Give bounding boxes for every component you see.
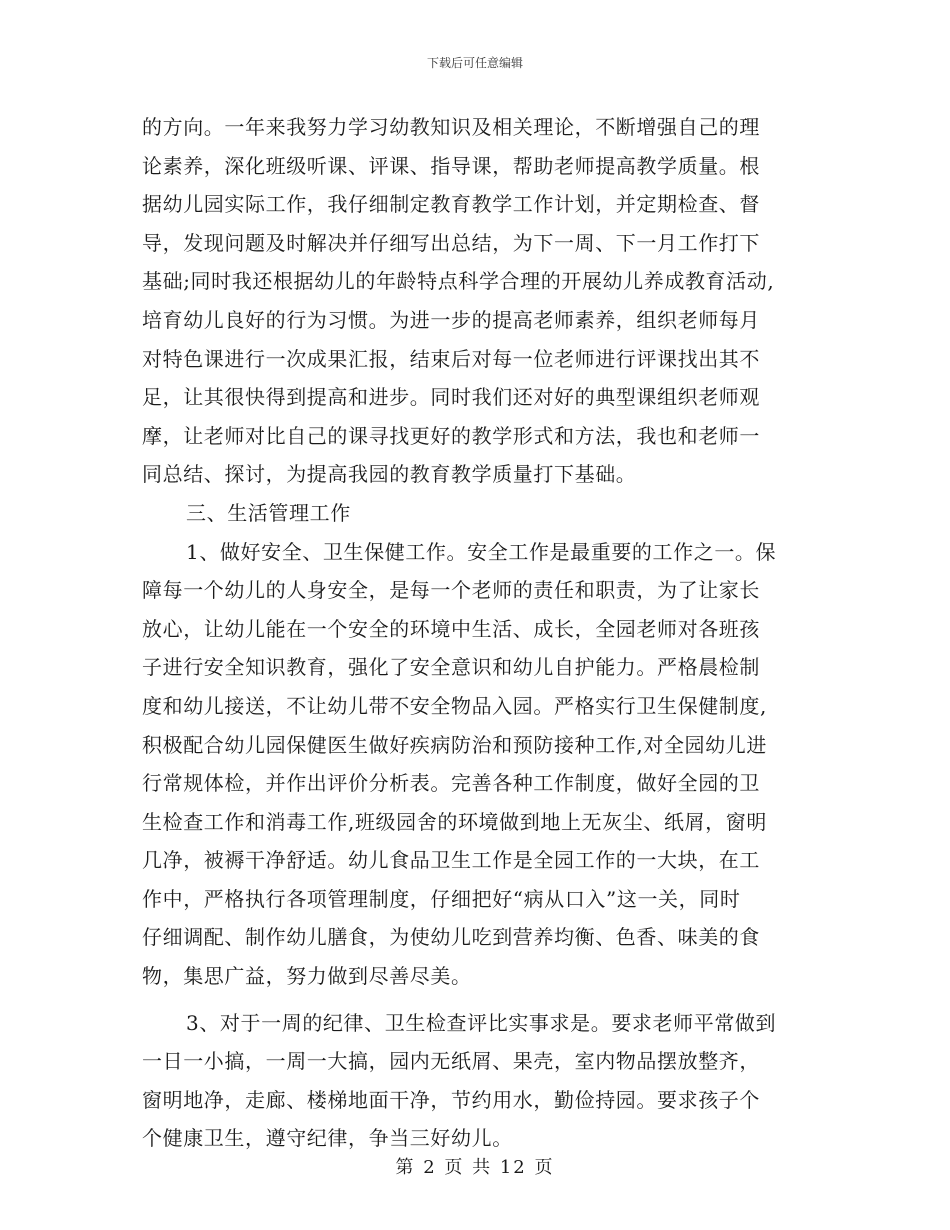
text-line: 行常规体检，并作出评价分析表。完善各种工作制度，做好全园的卫 [142,771,760,796]
text-line: 论素养，深化班级听课、评课、指导课，帮助老师提高教学质量。根 [142,153,760,178]
text-line: 一日一小搞，一周一大搞，园内无纸屑、果壳，室内物品摆放整齐， [142,1049,760,1074]
text-line: 对特色课进行一次成果汇报，结束后对每一位老师进行评课找出其不 [142,346,760,371]
text-line: 障每一个幼儿的人身安全，是每一个老师的责任和职责，为了让家长 [142,578,760,603]
text-line: 放心，让幼儿能在一个安全的环境中生活、成长，全园老师对各班孩 [142,616,760,641]
heading-line: 三、生活管理工作 [186,500,351,525]
text-line: 导，发现问题及时解决并仔细写出总结，为下一周、下一月工作打下 [142,230,760,255]
page-header: 下载后可任意编辑 [426,56,523,70]
text-line: 1、做好安全、卫生保健工作。安全工作是最重要的工作之一。保 [186,539,777,564]
text-line: 个健康卫生，遵守纪律，争当三好幼儿。 [142,1126,513,1151]
text-line: 几净，被褥干净舒适。幼儿食品卫生工作是全园工作的一大块，在工 [142,848,760,873]
text-line: 据幼儿园实际工作，我仔细制定教育教学工作计划，并定期检查、督 [142,192,760,217]
document-body [142,108,822,1158]
text-line: 积极配合幼儿园保健医生做好疾病防治和预防接种工作,对全园幼儿进 [142,732,767,757]
paragraph-continuation [142,108,822,494]
text-line: 物，集思广益，努力做到尽善尽美。 [142,964,472,989]
page-footer: 第 2 页 共 12 页 [395,1157,555,1178]
section-heading [142,494,822,533]
text-line: 同总结、探讨，为提高我园的教育教学质量打下基础。 [142,462,637,487]
text-line: 培育幼儿良好的行为习惯。为进一步的提高老师素养，组织老师每月 [142,307,760,332]
paragraph-inspection [142,1004,822,1158]
text-line: 3、对于一周的纪律、卫生检查评比实事求是。要求老师平常做到 [186,1010,777,1035]
text-line: 作中，严格执行各项管理制度，仔细把好“病从口入”这一关，同时 [142,886,741,911]
text-line: 生检查工作和消毒工作,班级园舍的环境做到地上无灰尘、纸屑，窗明 [142,809,767,834]
text-line: 足，让其很快得到提高和进步。同时我们还对好的典型课组织老师观 [142,385,760,410]
text-line: 摩，让老师对比自己的课寻找更好的教学形式和方法，我也和老师一 [142,423,760,448]
text-line: 基础;同时我还根据幼儿的年龄特点科学合理的开展幼儿养成教育活动, [142,269,775,294]
text-line: 子进行安全知识教育，强化了安全意识和幼儿自护能力。严格晨检制 [142,655,760,680]
text-line: 窗明地净，走廊、楼梯地面干净，节约用水，勤俭持园。要求孩子个 [142,1087,760,1112]
text-line: 的方向。一年来我努力学习幼教知识及相关理论，不断增强自己的理 [142,115,760,139]
text-line: 度和幼儿接送，不让幼儿带不安全物品入园。严格实行卫生保健制度, [142,693,767,718]
paragraph-safety-hygiene [142,533,822,996]
text-line: 仔细调配、制作幼儿膳食，为使幼儿吃到营养均衡、色香、味美的食 [142,925,760,950]
